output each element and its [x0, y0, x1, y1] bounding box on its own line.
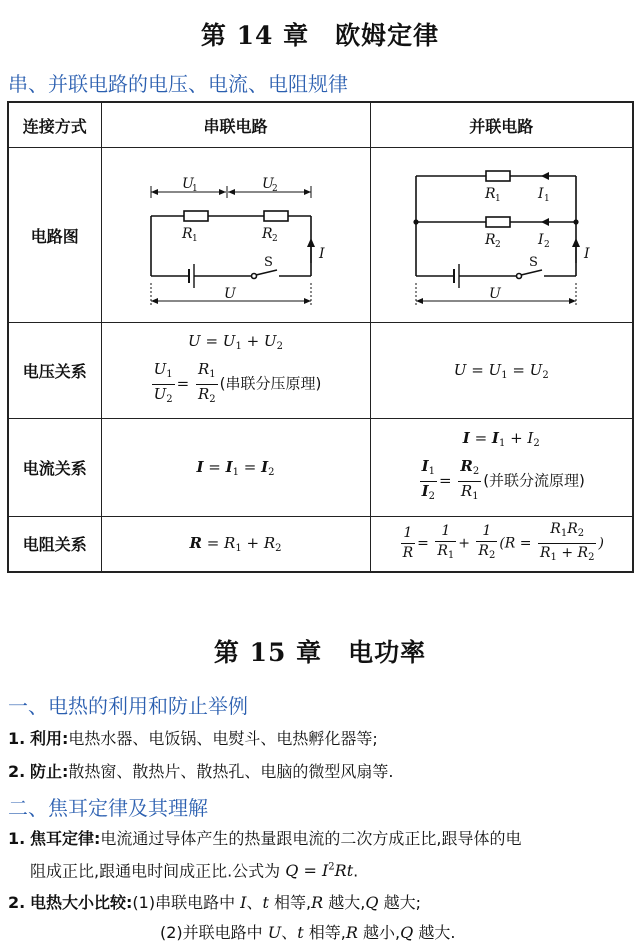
item-prevent: 2. 防止:散热窗、散热片、散热孔、电脑的微型风扇等.: [8, 762, 394, 781]
row-label-current: 电流关系: [8, 419, 101, 517]
svg-text:S: S: [529, 255, 539, 270]
circuit-rules-table: [7, 101, 634, 573]
svg-text:R: R: [261, 226, 273, 242]
parallel-voltage-cell: $U = U_1 = U_2$: [370, 323, 633, 419]
header-parallel: 并联电路: [370, 102, 633, 148]
svg-text:2: 2: [271, 234, 278, 244]
header-series: 串联电路: [101, 102, 370, 148]
section-joule-law: 二、焦耳定律及其理解: [8, 796, 208, 820]
chapter-15-title: 第 15 章 电功率: [213, 638, 427, 667]
row-label-voltage: 电压关系: [8, 323, 101, 419]
svg-text:R: R: [485, 186, 496, 202]
item-heat-compare-2: (2)并联电路中 U、t 相等,R 越小,Q 越大.: [160, 923, 456, 942]
parallel-circuit-diagram: [370, 148, 633, 323]
series-circuit-diagram: [101, 148, 370, 323]
parallel-current-note: (并联分流原理): [483, 471, 585, 490]
svg-text:U: U: [489, 286, 502, 302]
series-voltage-note: (串联分压原理): [219, 374, 322, 393]
svg-text:U: U: [261, 176, 274, 192]
header-connection: 连接方式: [8, 102, 101, 148]
item-joule-law-cont: 阻成正比,跟通电时间成正比.公式为 $Q = I^2Rt$.: [30, 861, 359, 881]
svg-text:S: S: [263, 255, 273, 270]
item-use: 1. 利用:电热水器、电饭锅、电熨斗、电热孵化器等;: [8, 729, 378, 748]
svg-text:U: U: [223, 286, 236, 302]
svg-text:1: 1: [544, 194, 550, 204]
svg-text:2: 2: [495, 240, 501, 250]
svg-text:U: U: [181, 176, 194, 192]
series-current-cell: $I = I_1 = I_2$: [101, 419, 370, 517]
row-label-diagram: 电路图: [8, 148, 101, 323]
parallel-circuit-svg: [401, 158, 601, 308]
svg-text:R: R: [485, 232, 496, 248]
svg-text:1: 1: [191, 184, 198, 194]
svg-text:1: 1: [191, 234, 198, 244]
parallel-current-cell: $I = I_1 + I_2$ $\frac{I_1}{I_2}$ = $\frac{R_2}{R_1}$ (并联分流原理): [370, 419, 633, 517]
chapter-14-title: 第 14 章 欧姆定律: [200, 21, 440, 50]
series-resistance-cell: $R = R_1 + R_2$: [101, 517, 370, 572]
svg-text:2: 2: [271, 184, 278, 194]
svg-text:I: I: [584, 246, 590, 262]
svg-text:2: 2: [544, 240, 550, 250]
svg-text:I: I: [318, 246, 325, 262]
svg-text:I: I: [538, 232, 544, 248]
parallel-resistance-cell: $\frac{1}{R}$ = $\frac{1}{R_1}$ + $\frac{1}{R_2}$ (R = $\frac{R_1R_2}{R_1 + R_2}$ ): [370, 517, 633, 572]
svg-text:R: R: [181, 226, 193, 242]
section-circuit-rules: 串、并联电路的电压、电流、电阻规律: [8, 72, 348, 96]
series-circuit-svg: [136, 158, 336, 308]
item-joule-law: 1. 焦耳定律:电流通过导体产生的热量跟电流的二次方成正比,跟导体的电: [8, 829, 522, 848]
series-voltage-cell: $U = U_1 + U_2$ $\frac{U_1}{U_2}$ = $\frac{R_1}{R_2}$ (串联分压原理): [101, 323, 370, 419]
svg-text:I: I: [538, 186, 544, 202]
section-heat-use: 一、电热的利用和防止举例: [8, 694, 248, 718]
item-heat-compare: 2. 电热大小比较:(1)串联电路中 I、t 相等,R 越大,Q 越大;: [8, 893, 421, 912]
svg-text:1: 1: [495, 194, 501, 204]
row-label-resistance: 电阻关系: [8, 517, 101, 572]
